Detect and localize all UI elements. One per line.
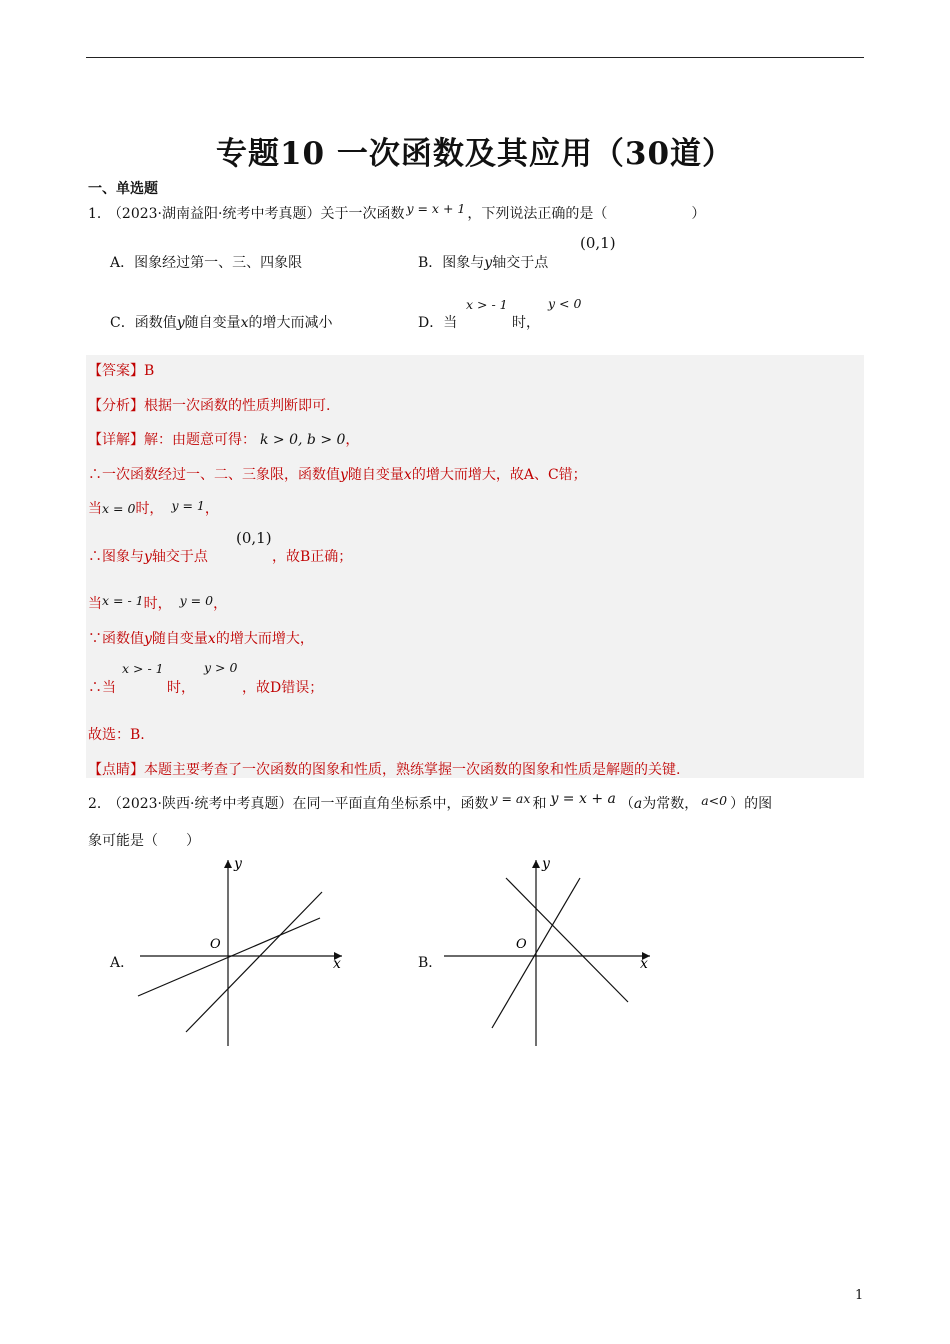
choice-line: 故选：B. <box>88 727 145 743</box>
q2-stem-line2: 象可能是（ ） <box>88 833 200 849</box>
line4-pre: ∴图象与 <box>88 549 144 565</box>
detail-line-5 <box>88 593 227 613</box>
answer-value: B <box>144 363 155 379</box>
line3-end: ， <box>204 501 219 517</box>
detail-math: k > 0, b > 0 <box>260 432 346 448</box>
line5-pre: 当 <box>88 596 102 612</box>
q2-paren-close: ）的图 <box>730 796 773 812</box>
q1-option-b-text1: 图象与 <box>442 255 485 271</box>
comment-label: 【点睛】 <box>88 762 144 778</box>
q2-option-a-label[interactable]: A． <box>110 955 135 971</box>
q2-a-var: a <box>633 796 643 812</box>
line5-math2: y = 0 <box>179 593 214 608</box>
y-axis-arrow-icon <box>224 860 232 868</box>
comment-line <box>88 759 680 779</box>
line5-math1: x = - 1 <box>102 593 144 608</box>
q1-stem <box>88 203 705 223</box>
q1-tail: ，下列说法正确的是（ <box>467 206 608 222</box>
answer-label: 【答案】 <box>88 363 144 379</box>
q1-option-b-var: y <box>484 255 493 271</box>
line4-var: y <box>144 549 152 565</box>
q1-option-c-var2: x <box>240 315 249 331</box>
line6-mid: 随自变量 <box>151 631 208 647</box>
q1-close: ） <box>691 206 706 222</box>
y-axis-label: y <box>234 856 242 872</box>
line7-pre: ∴当 <box>88 680 116 696</box>
analysis-line <box>88 395 330 415</box>
detail-line-4 <box>88 546 208 566</box>
page-number: 1 <box>855 1288 864 1303</box>
q1-function: y = x + 1 <box>406 201 466 216</box>
line6-var1: y <box>144 631 152 647</box>
q1-option-d-letter: D． <box>418 315 444 331</box>
line2-pre: ∴一次函数经过一、二、三象限，函数值 <box>88 467 340 483</box>
q2-paren-open: （ <box>619 796 634 812</box>
q1-option-d-result: y < 0 <box>548 296 582 311</box>
detail-line-2 <box>88 464 587 484</box>
detail-line-3 <box>88 498 219 518</box>
page-title: 专题10 一次函数及其应用（30道） <box>215 136 735 172</box>
line6-var2: x <box>207 631 216 647</box>
q1-option-b[interactable] <box>418 252 548 272</box>
q2-function1: y = ax <box>490 791 531 806</box>
q2-number: 2． <box>88 796 111 812</box>
q1-option-d-text2: 时， <box>512 315 540 331</box>
q2-source: （2023·陕西·统考中考真题）在同一平面直角坐标系中，函数 <box>114 796 489 812</box>
line6-pre: ∵函数值 <box>88 631 144 647</box>
detail-line-6 <box>88 628 314 648</box>
q2-const-text: 为常数， <box>642 796 699 812</box>
q1-option-c-var1: y <box>176 315 185 331</box>
line7-mid: 时， <box>167 680 195 696</box>
line2-var1: y <box>340 467 348 483</box>
q1-option-d[interactable] <box>418 312 457 332</box>
line3-math2: y = 1 <box>171 498 205 513</box>
q1-option-c-text2: 随自变量 <box>184 315 241 331</box>
line4-mid: 轴交于点 <box>151 549 208 565</box>
analysis-text: 根据一次函数的性质判断即可. <box>144 398 331 414</box>
section-heading: 一、单选题 <box>88 181 158 197</box>
line7-result: y > 0 <box>204 660 238 675</box>
q2-option-b-graph[interactable] <box>440 850 660 1050</box>
line-y-x-plus-a <box>186 892 322 1032</box>
q1-option-a-text: 图象经过第一、三、四象限 <box>134 255 303 271</box>
q2-function2: y = x + a <box>550 791 616 807</box>
q1-option-c-letter: C． <box>110 315 135 331</box>
comment-text: 本题主要考查了一次函数的图象和性质，熟练掌握一次函数的图象和性质是解题的关键. <box>144 762 681 778</box>
q1-option-c-text1: 函数值 <box>134 315 177 331</box>
q1-option-b-point: (0,1) <box>580 234 616 252</box>
line3-mid: 时， <box>135 501 164 517</box>
line5-mid: 时， <box>143 596 172 612</box>
answer-box <box>86 355 864 778</box>
detail-label: 【详解】 <box>88 432 144 448</box>
line7-post: ，故D错误； <box>242 680 324 696</box>
q1-option-b-letter: B． <box>418 255 443 271</box>
q1-option-a[interactable] <box>110 252 302 272</box>
line3-pre: 当 <box>88 501 102 517</box>
q2-option-a-graph[interactable] <box>130 850 350 1050</box>
y-axis-arrow-icon <box>532 860 540 868</box>
q1-option-d-cond: x > - 1 <box>466 297 508 312</box>
detail-line <box>88 429 359 449</box>
q1-option-b-text2: 轴交于点 <box>492 255 549 271</box>
x-axis-label: x <box>640 956 648 972</box>
answer-line <box>88 360 154 380</box>
line3-math1: x = 0 <box>102 501 136 516</box>
header-rule <box>86 57 864 58</box>
x-axis-label: x <box>333 956 341 972</box>
origin-label: O <box>516 937 527 952</box>
line2-var2: x <box>403 467 412 483</box>
line6-post: 的增大而增大， <box>215 631 314 647</box>
q2-condition: a<0 <box>701 793 728 808</box>
line4-point: (0,1) <box>236 529 272 547</box>
line4-post: ，故B正确； <box>272 549 353 565</box>
q1-option-a-letter: A． <box>110 255 135 271</box>
line2-post: 的增大而增大，故A、C错； <box>411 467 587 483</box>
q2-option-b-label[interactable]: B． <box>418 955 443 971</box>
analysis-label: 【分析】 <box>88 398 144 414</box>
q1-number: 1． <box>88 206 111 222</box>
line2-mid: 随自变量 <box>347 467 404 483</box>
y-axis-label: y <box>542 856 550 872</box>
q1-option-c[interactable] <box>110 312 333 332</box>
line7-cond: x > - 1 <box>122 661 164 676</box>
q1-source: （2023·湖南益阳·统考中考真题）关于一次函数 <box>114 206 405 222</box>
q1-option-c-text3: 的增大而减小 <box>248 315 333 331</box>
line-y-ax <box>138 918 320 996</box>
detail-end: ， <box>345 432 360 448</box>
detail-text: 解：由题意可得： <box>144 432 256 448</box>
q2-and: 和 <box>532 796 547 812</box>
q2-stem <box>88 793 772 813</box>
q1-option-d-text1: 当 <box>443 315 458 331</box>
line5-end: ， <box>213 596 228 612</box>
origin-label: O <box>210 937 221 952</box>
